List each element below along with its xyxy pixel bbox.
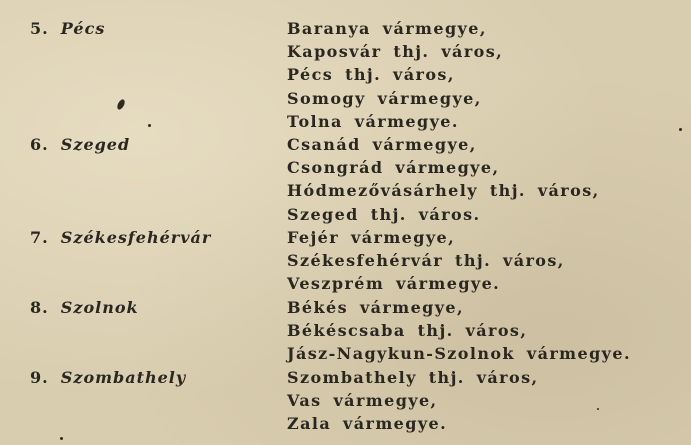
list-item: Jász-Nagykun-Szolnok vármegye.: [287, 344, 631, 364]
district-name: Székesfehérvár: [60, 228, 212, 247]
list-item: Hódmezővásárhely thj. város,: [287, 181, 600, 201]
list-item: Csanád vármegye,: [287, 135, 477, 154]
district-number: 8.: [30, 298, 49, 317]
district-heading: [30, 226, 211, 249]
unit-list: [287, 366, 538, 436]
ink-speck: [116, 98, 126, 111]
list-item: Pécs thj. város,: [287, 65, 455, 85]
ink-speck: [597, 408, 599, 410]
list-item: Fejér vármegye,: [287, 228, 456, 247]
list-item: Kaposvár thj. város,: [287, 42, 504, 62]
district-name: Szombathely: [60, 368, 187, 387]
list-item: Székesfehérvár thj. város,: [287, 251, 565, 271]
unit-list: [287, 133, 600, 226]
list-item: Zala vármegye.: [287, 414, 448, 434]
list-item: Baranya vármegye,: [287, 19, 487, 38]
district-number: 6.: [30, 135, 49, 154]
ink-speck: [679, 128, 682, 131]
list-item: Szeged thj. város.: [287, 204, 481, 224]
unit-list: [287, 296, 631, 366]
district-number: 5.: [30, 19, 49, 38]
list-item: Vas vármegye,: [287, 391, 438, 411]
district-number: 7.: [30, 228, 49, 247]
list-item: Szombathely thj. város,: [287, 368, 539, 387]
list-item: Tolna vármegye.: [287, 111, 459, 131]
district-number: 9.: [30, 368, 49, 387]
district-heading: [30, 17, 105, 40]
unit-list: [287, 17, 503, 133]
district-name: Pécs: [60, 19, 106, 38]
ink-speck: [148, 124, 151, 127]
district-heading: [30, 133, 130, 156]
district-name: Szolnok: [60, 298, 139, 317]
list-item: Somogy vármegye,: [287, 88, 482, 108]
district-heading: [30, 366, 186, 389]
ink-speck: [60, 437, 63, 440]
district-heading: [30, 296, 139, 319]
list-item: Veszprém vármegye.: [287, 274, 501, 294]
list-item: Csongrád vármegye,: [287, 158, 500, 178]
list-item: Békéscsaba thj. város,: [287, 321, 528, 341]
list-item: Békés vármegye,: [287, 298, 464, 317]
district-name: Szeged: [60, 135, 131, 154]
unit-list: [287, 226, 565, 296]
